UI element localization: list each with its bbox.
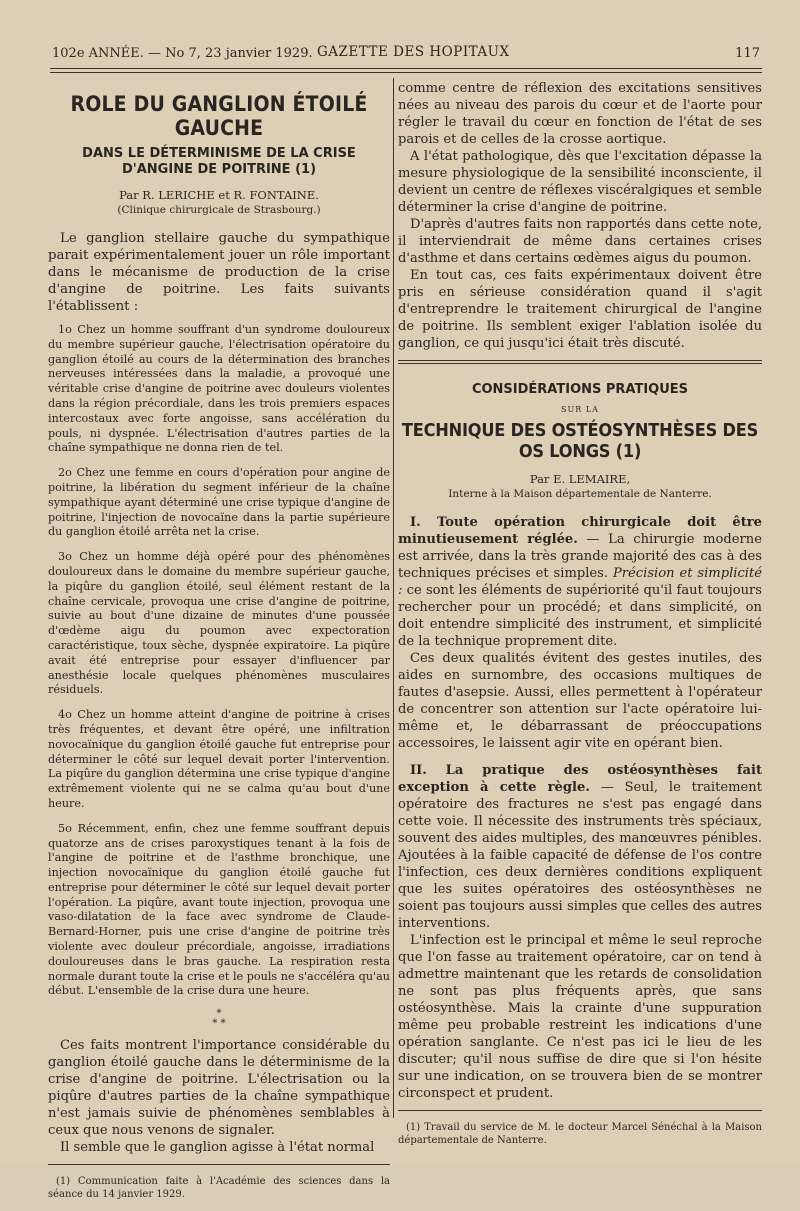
article2-title: TECHNIQUE DES OSTÉOSYNTHÈSES DES OS LONGS (1)	[401, 420, 759, 462]
article1-continuation: D'après d'autres faits non rapportés dans cette note, il interviendrait de même dans certaines crises d'asthme et dans certains œdèmes aigus du poumon.	[398, 217, 762, 266]
article2-paragraph	[398, 514, 762, 650]
article1-author: Par R. LERICHE et R. FONTAINE.	[119, 188, 319, 202]
article1-subtitle: DANS LE DÉTERMINISME DE LA CRISE D'ANGINE DE POITRINE (1)	[82, 146, 356, 177]
column-divider	[393, 78, 394, 1118]
article1-title: ROLE DU GANGLION ÉTOILÉ GAUCHE	[70, 92, 368, 140]
header-issue: 102e ANNÉE. — No 7, 23 janvier 1929.	[52, 46, 313, 61]
article2-section-heading: II. La pratique des ostéosynthèses fait exception à cette règle.	[398, 763, 762, 795]
article2-paragraph: Ces deux qualités évitent des gestes inutiles, des aides en surnombre, des occasions multiques de fautes d'asepsie. Aussi, elles permettent à l'opérateur de concentrer son attention sur l'acte opératoire lui-même et, le débarrassant de préoccupations accessoires, le laissent agir vite en opérant bien.	[398, 651, 762, 751]
header-rule-thin	[50, 72, 762, 73]
case-paragraph: 1o Chez un homme souffrant d'un syndrome douloureux du membre supérieur gauche, l'électrisation opératoire du ganglion étoilé au cours de la détermination des branches nerveuses intéressées dans la maladie, a provoqué une véritable crise d'angine de poitrine avec douleurs violentes dans la région précordiale, dans les trois premiers espaces intercostaux avec forte angoisse, sans accélération du pouls, ni dyspnée. L'électrisation d'autres parties de la chaîne sympathique ne donna rien de tel.	[48, 323, 390, 455]
article1-continuation: comme centre de réflexion des excitations sensitives nées au niveau des parois du cœur et de l'aorte pour régler le travail du cœur en fonction de l'état de ses parois et de celles de la crosse aortique.	[398, 81, 762, 147]
article1-continuation: A l'état pathologique, dès que l'excitation dépasse la mesure physiologique de la sensibilité inconsciente, il devient un centre de réflexes viscéralgiques et semble déterminer la crise d'angine de poitrine.	[398, 149, 762, 215]
left-column	[48, 80, 390, 1211]
header-journal-title: GAZETTE DES HOPITAUX	[317, 44, 510, 60]
footnote-rule	[48, 1164, 390, 1165]
article2-footnote: (1) Travail du service de M. le docteur Marcel Sénéchal à la Maison départementale de Nanterre.	[398, 1122, 762, 1146]
page-header	[52, 46, 760, 68]
article2-title-sur: SUR LA	[561, 405, 599, 414]
right-column	[398, 80, 762, 1157]
case-paragraph: 4o Chez un homme atteint d'angine de poitrine à crises très fréquentes, et devant être opéré, une infiltration novocaïnique du ganglion étoilé gauche fut entreprise pour déterminer le côté sur lequel devait porter l'intervention. La piqûre du ganglion détermina une crise typique d'angine extrêmement violente qui ne se calma qu'au bout d'une heure.	[48, 708, 390, 810]
article2-paragraph	[398, 762, 762, 932]
article1-conclusion-continued: Il semble que le ganglion agisse à l'état normal	[60, 1140, 375, 1156]
header-rule	[50, 68, 762, 69]
article2-text: — La chirurgie moderne est arrivée, dans la très grande majorité des cas à des techniques précises et simples.	[398, 532, 762, 581]
article1-affiliation: (Clinique chirurgicale de Strasbourg.)	[117, 204, 321, 216]
article1-continuation: En tout cas, ces faits expérimentaux doivent être pris en sérieuse considération quand il s'agit d'entreprendre le traitement chirurgical de l'angine de poitrine. Ils semblent exiger l'ablation isolée du ganglion, ce qui jusqu'ici était très discuté.	[398, 268, 762, 351]
article2-author: Par E. LEMAIRE,	[529, 472, 631, 486]
section-separator: * * *	[212, 1008, 226, 1030]
article2-title-top: CONSIDÉRATIONS PRATIQUES	[471, 382, 689, 397]
article1-intro: Le ganglion stellaire gauche du sympathique parait expérimentalement jouer un rôle important dans le mécanisme de production de la crise d'angine de poitrine. Les faits suivants l'établissent :	[48, 231, 390, 314]
footnote-rule	[398, 1110, 762, 1111]
article1-conclusion: Ces faits montrent l'importance considérable du ganglion étoilé gauche dans le déterminisme de la crise d'angine de poitrine. L'électrisation ou la piqûre d'autres parties de la chaîne sympathique n'est jamais suivie de phénomènes semblables à ceux que nous venons de signaler.	[48, 1038, 390, 1139]
case-paragraph: 3o Chez un homme déjà opéré pour des phénomènes douloureux dans le domaine du membre supérieur gauche, la piqûre du ganglion étoilé, seul élément restant de la chaîne cervicale, provoqua une crise d'angine de poitrine, suivie au bout d'une dizaine de minutes d'une poussée d'œdème aigu du poumon avec expectoration caractéristique, toux sèche, dyspnée expiratoire. La piqûre avait été entreprise pour essayer d'influencer par anesthésie locale quelques phénomènes musculaires résiduels.	[48, 550, 390, 697]
case-paragraph: 5o Récemment, enfin, chez une femme souffrant depuis quatorze ans de crises paroxystiques tenant à la fois de l'angine de poitrine et de l'asthme bronchique, une injection novocaïnique du ganglion étoilé gauche fut entreprise pour déterminer le côté sur lequel devait porter l'opération. La piqûre, avant toute injection, provoqua une vaso-dilatation de la face avec syndrome de Claude-Bernard-Horner, puis une crise d'angine de poitrine très violente avec douleur précordiale, angoisse, irradiations douloureuses dans le bras gauche. La respiration resta normale durant toute la crise et le pouls ne s'accéléra qu'au début. L'ensemble de la crise dura une heure.	[48, 821, 390, 998]
article-separator-rule-thin	[398, 363, 762, 364]
article2-section-heading: I. Toute opération chirurgicale doit être minutieusement réglée.	[398, 515, 762, 547]
article-separator-rule	[398, 360, 762, 361]
article2-italic-text: Précision et simplicité :	[398, 566, 762, 598]
case-paragraph: 2o Chez une femme en cours d'opération pour angine de poitrine, la libération du segment inférieur de la chaîne sympathique ayant déterminé une crise typique d'angine de poitrine, l'injection de novocaïne dans la partie supérieure du ganglion étoilé arrêta net la crise.	[48, 466, 390, 539]
article2-paragraph: L'infection est le principal et même le seul reproche que l'on fasse au traitement opératoire, car on tend à admettre maintenant que les retards de consolidation ne sont pas plus fréquents après, que sans ostéosynthèse. Mais la crainte d'une suppuration même peu probable restreint les indications d'une opération sanglante. Ce n'est pas ici le lieu de les discuter; qu'il nous suffise de dire que si l'on hésite sur une indication, on se trouvera bien de se montrer circonspect et prudent.	[398, 933, 762, 1101]
article2-text: ce sont les éléments de supériorité qu'il faut toujours rechercher pour un procédé; et dans simplicité, on doit entendre simplicité des instrument, et simplicité de la technique proprement dite.	[398, 583, 762, 649]
article1-footnote: (1) Communication faite à l'Académie des sciences dans la séance du 14 janvier 1929.	[48, 1176, 390, 1201]
article2-affiliation: Interne à la Maison départementale de Nanterre.	[448, 488, 712, 500]
header-page-number: 117	[735, 46, 760, 61]
article2-text: — Seul, le traitement opératoire des fractures ne s'est pas engagé dans cette voie. Il nécessite des instruments très spéciaux, souvent des aides multiples, des manœuvres pénibles. Ajoutées à la faible capacité de défense de l'os contre l'infection, ces deux dernières conditions expliquent que les suites opératoires des ostéosynthèses ne soient pas toujours aussi simples que celles des autres interventions.	[398, 780, 762, 931]
